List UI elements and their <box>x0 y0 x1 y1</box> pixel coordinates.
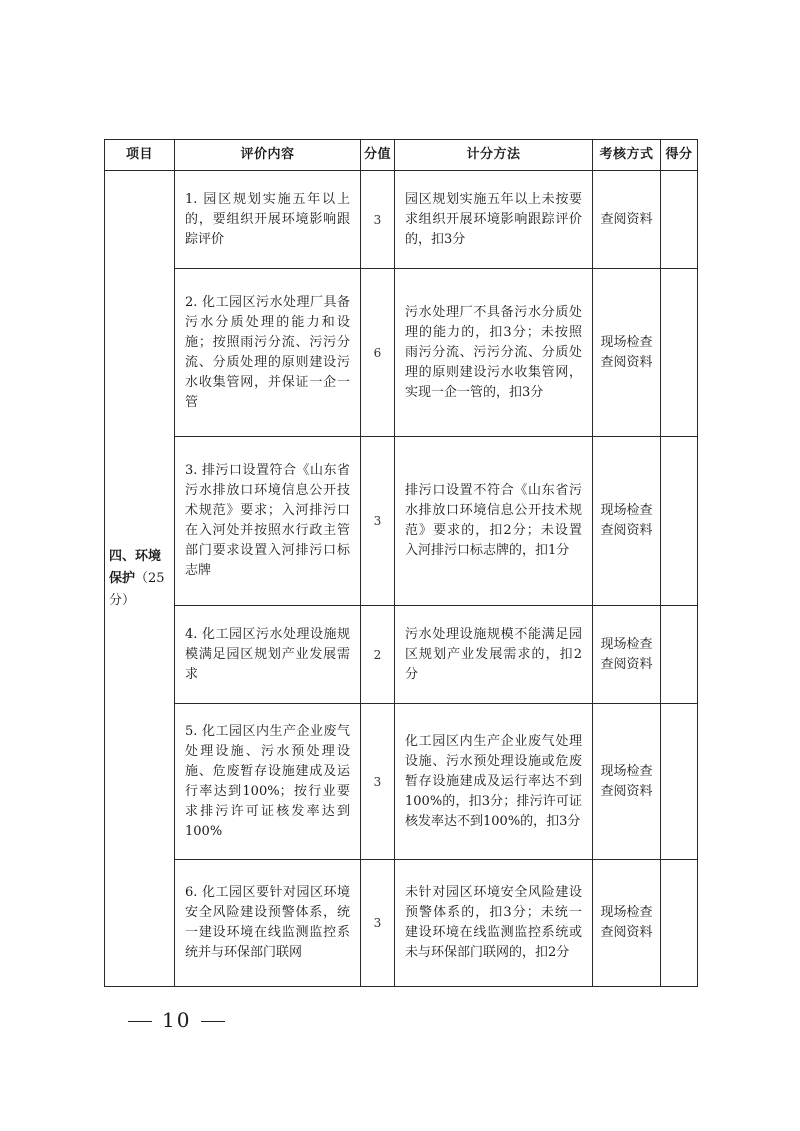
row-score: 3 <box>361 437 395 606</box>
row-method: 未针对园区环境安全风险建设预警体系的，扣3分；未统一建设环境在线监测监控系统或未与环保部门联网的，扣2分 <box>395 860 593 987</box>
row-score: 3 <box>361 704 395 860</box>
table-row <box>105 269 698 437</box>
evaluation-table <box>104 139 698 987</box>
header-method: 计分方法 <box>395 140 593 171</box>
page-number: 10 <box>162 1008 192 1032</box>
row-earned-score <box>661 269 698 437</box>
row-earned-score <box>661 860 698 987</box>
row-earned-score <box>661 171 698 269</box>
category-points: （25分） <box>109 570 165 608</box>
row-method: 污水处理厂不具备污水分质处理的能力的，扣3分；未按照雨污分流、污污分流、分质处理的原则建设污水收集管网，实现一企一管的，扣3分 <box>395 269 593 437</box>
row-check: 现场检查 查阅资料 <box>593 437 661 606</box>
row-check: 现场检查 查阅资料 <box>593 704 661 860</box>
row-score: 3 <box>361 860 395 987</box>
category-title: 四、环境保护 <box>109 548 162 586</box>
row-content: 4. 化工园区污水处理设施规模满足园区规划产业发展需求 <box>175 606 361 704</box>
footer-dash-left <box>128 1021 152 1022</box>
row-content: 6. 化工园区要针对园区环境安全风险建设预警体系，统一建设环境在线监测监控系统并与环保部门联网 <box>175 860 361 987</box>
row-method: 园区规划实施五年以上未按要求组织开展环境影响跟踪评价的，扣3分 <box>395 171 593 269</box>
row-method: 污水处理设施规模不能满足园区规划产业发展需求的，扣2分 <box>395 606 593 704</box>
row-method: 排污口设置不符合《山东省污水排放口环境信息公开技术规范》要求的，扣2分；未设置入河排污口标志牌的，扣1分 <box>395 437 593 606</box>
row-check: 查阅资料 <box>593 171 661 269</box>
table-header-row <box>105 140 698 171</box>
row-earned-score <box>661 704 698 860</box>
category-cell <box>105 171 175 987</box>
row-method: 化工园区内生产企业废气处理设施、污水预处理设施或危废暂存设施建成及运行率达不到100%的，扣3分；排污许可证核发率达不到100%的，扣3分 <box>395 704 593 860</box>
row-earned-score <box>661 437 698 606</box>
table-row <box>105 437 698 606</box>
row-content: 3. 排污口设置符合《山东省污水排放口环境信息公开技术规范》要求；入河排污口在入河处并按照水行政主管部门要求设置入河排污口标志牌 <box>175 437 361 606</box>
row-check: 现场检查 查阅资料 <box>593 269 661 437</box>
header-score: 分值 <box>361 140 395 171</box>
table-row <box>105 606 698 704</box>
header-item: 项目 <box>105 140 175 171</box>
row-score: 6 <box>361 269 395 437</box>
table-row <box>105 171 698 269</box>
table-row <box>105 860 698 987</box>
row-content: 5. 化工园区内生产企业废气处理设施、污水预处理设施、危废暂存设施建成及运行率达到100%；按行业要求排污许可证核发率达到100% <box>175 704 361 860</box>
table-row <box>105 704 698 860</box>
header-earned: 得分 <box>661 140 698 171</box>
row-check: 现场检查 查阅资料 <box>593 606 661 704</box>
header-content: 评价内容 <box>175 140 361 171</box>
row-content: 1. 园区规划实施五年以上的，要组织开展环境影响跟踪评价 <box>175 171 361 269</box>
row-score: 3 <box>361 171 395 269</box>
row-earned-score <box>661 606 698 704</box>
page-footer <box>118 1008 235 1032</box>
row-check: 现场检查 查阅资料 <box>593 860 661 987</box>
row-content: 2. 化工园区污水处理厂具备污水分质处理的能力和设施；按照雨污分流、污污分流、分质处理的原则建设污水收集管网，并保证一企一管 <box>175 269 361 437</box>
header-check: 考核方式 <box>593 140 661 171</box>
footer-dash-right <box>201 1021 225 1022</box>
row-score: 2 <box>361 606 395 704</box>
